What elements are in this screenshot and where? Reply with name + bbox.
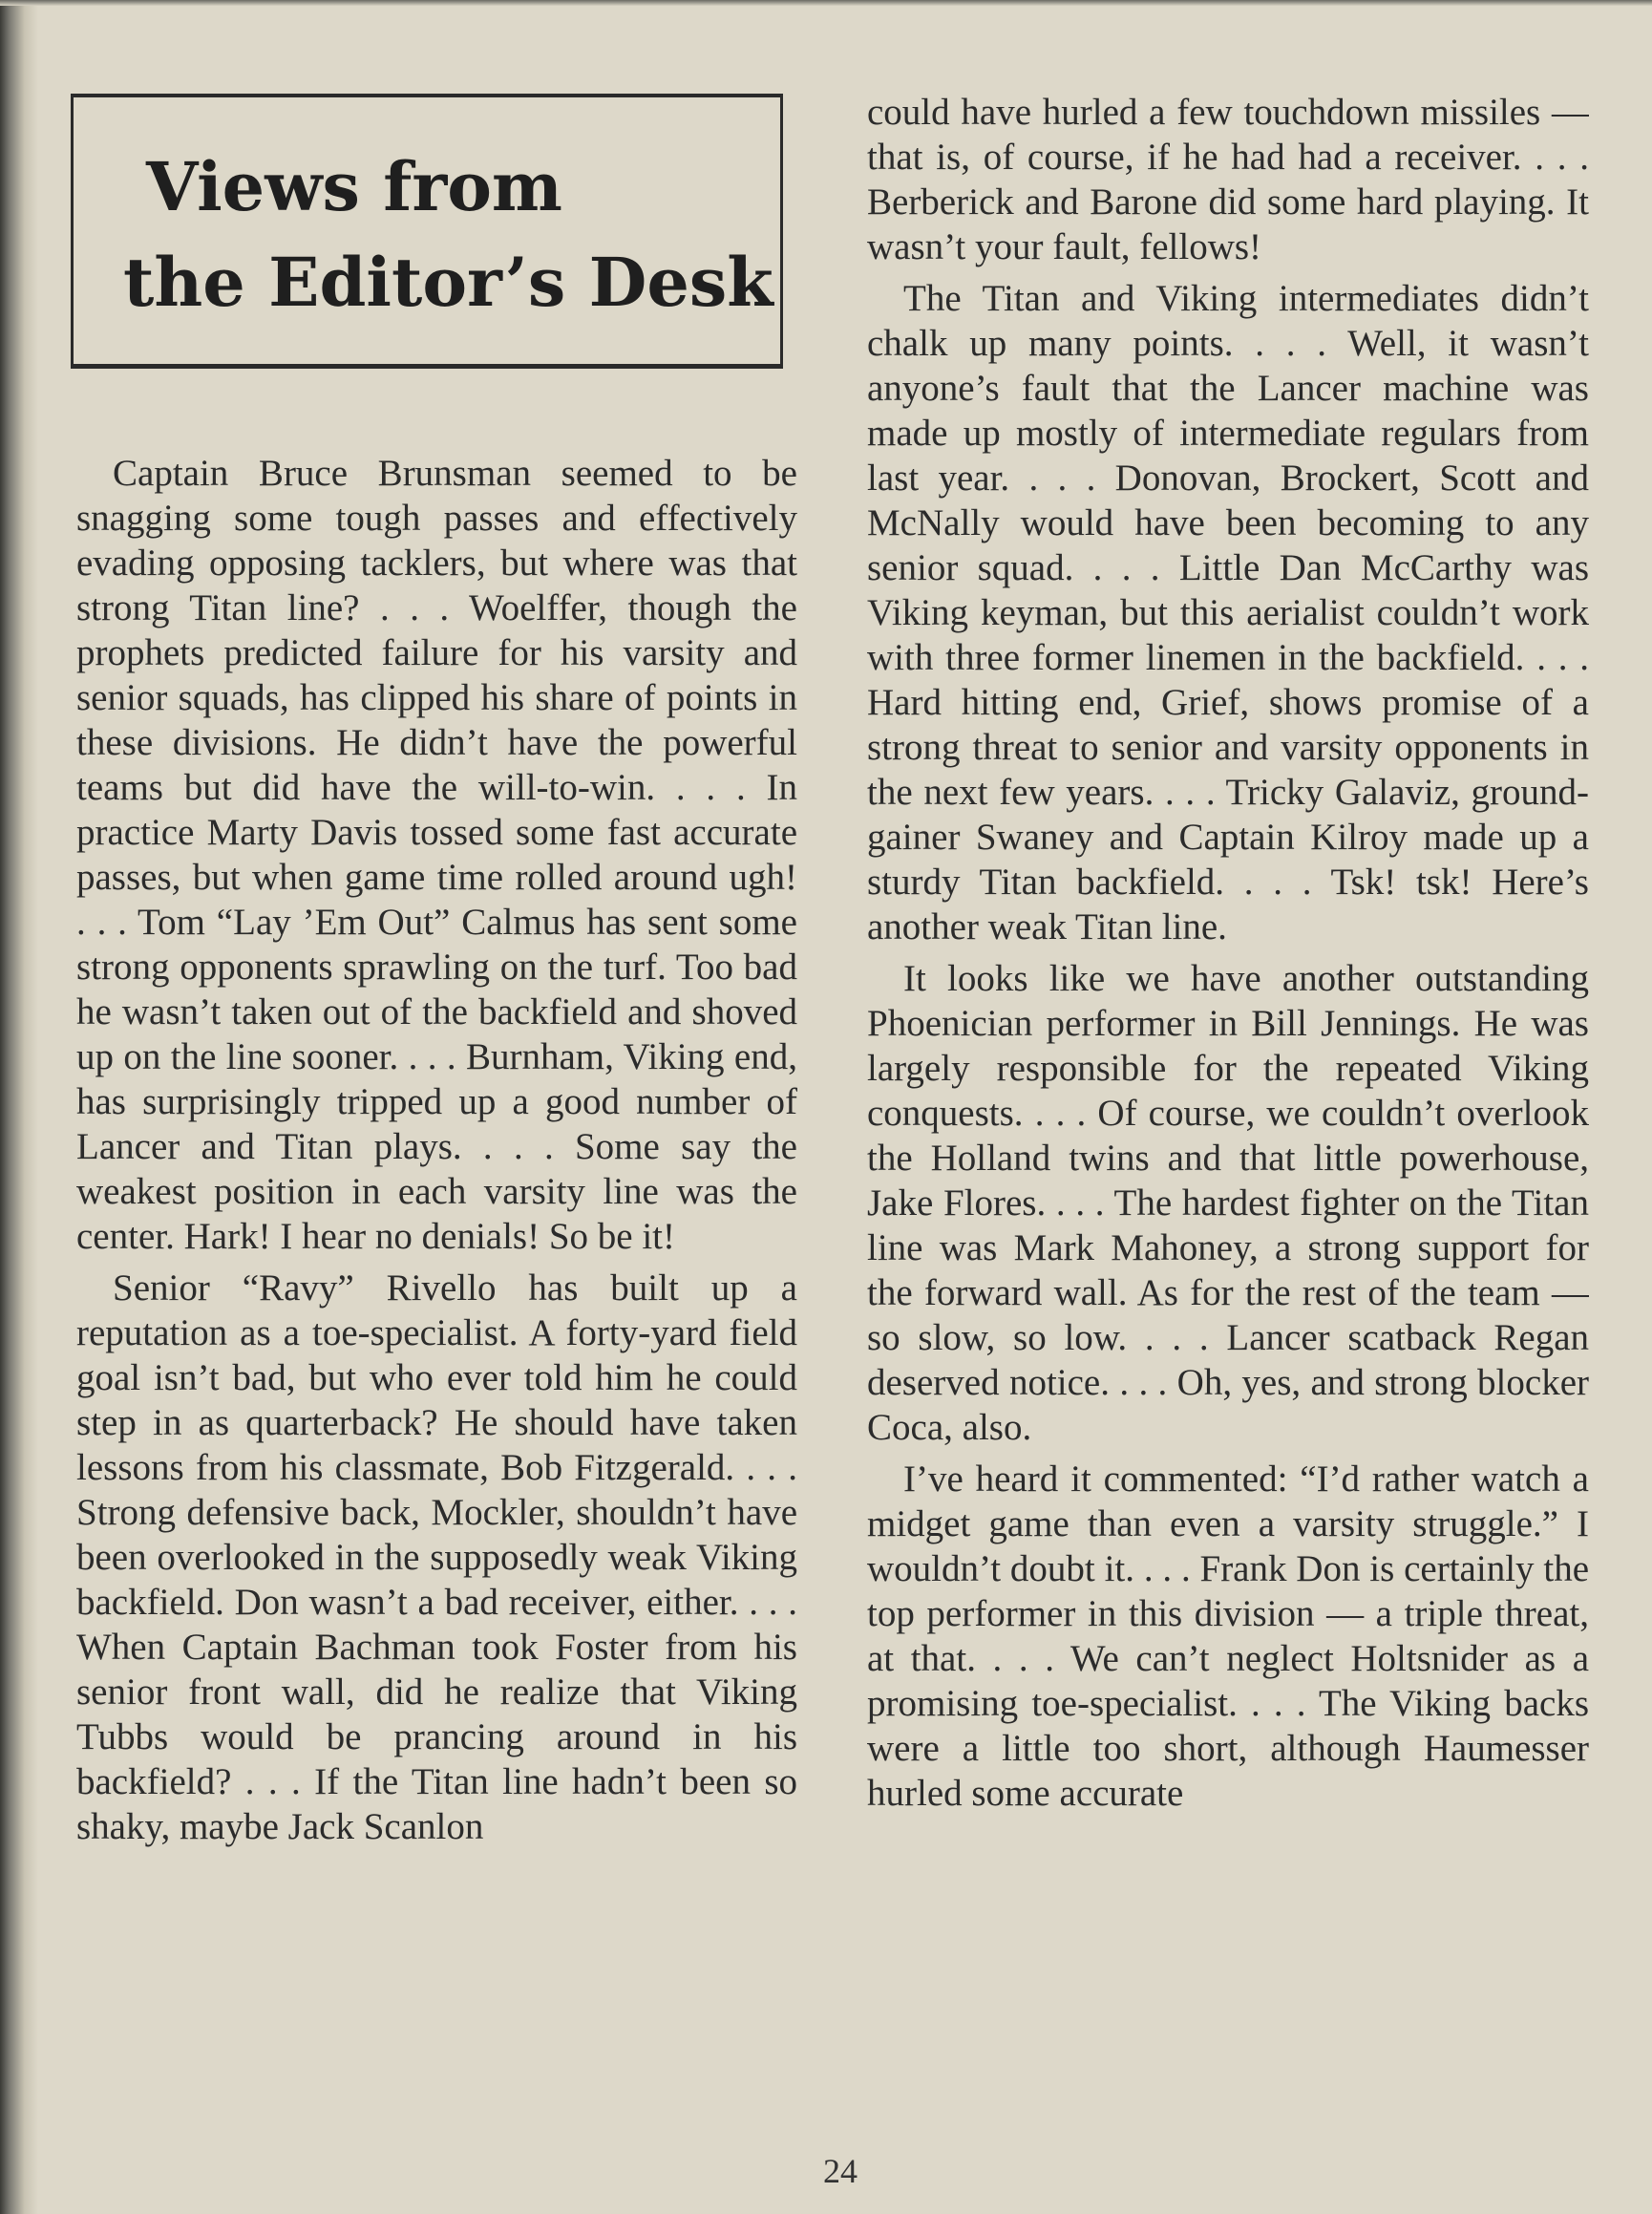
right-column — [867, 90, 1589, 2134]
title-line-1: Views from — [146, 147, 562, 226]
paragraph: Captain Bruce Brunsman seemed to be snagging some tough passes and effectively evading opposing tacklers, but where was that strong Titan line? . . . Woelffer, though the prophets predicted failure for his varsity and senior squads, has clipped his share of points in these divisions. He didn’t have the powerful teams but did have the will-to-win. . . . In practice Marty Davis tossed some fast accurate passes, but when game time rolled around ugh! . . . Tom “Lay ’Em Out” Calmus has sent some strong opponents sprawling on the turf. Too bad he wasn’t taken out of the backfield and shoved up on the line sooner. . . . Burnham, Viking end, has surprisingly tripped up a good number of Lancer and Titan plays. . . . Some say the weakest position in each varsity line was the center. Hark! I hear no denials! So be it! — [76, 453, 797, 1257]
paragraph: I’ve heard it commented: “I’d rather watch a midget game than even a varsity struggle.” I wouldn’t doubt it. . . . Frank Don is certainly the top performer in this division — a triple threat, at that. . . . We can’t neglect Holtsnider as a promising toe-specialist. . . . The Viking backs were a little too short, although Haumesser hurled some accurate — [867, 1458, 1589, 1814]
page-number: 24 — [823, 2152, 858, 2190]
page-title — [123, 139, 773, 330]
title-line-2: the Editor’s Desk — [123, 243, 773, 322]
title-box — [71, 94, 783, 369]
left-column — [76, 451, 797, 2132]
page-binding-edge — [0, 0, 1652, 6]
paragraph-continued: could have hurled a few touchdown missiles — that is, of course, if he had had a receiver. . . . Berberick and Barone did some hard playing. It wasn’t your fault, fellows! — [867, 92, 1589, 267]
paragraph: It looks like we have another outstanding Phoenician performer in Bill Jennings. He was largely responsible for the repeated Viking conquests. . . . Of course, we couldn’t overlook the Holland twins and that little powerhouse, Jake Flores. . . . The hardest fighter on the Titan line was Mark Mahoney, a strong support for the forward wall. As for the rest of the team — so slow, so low. . . . Lancer scatback Regan deserved notice. . . . Oh, yes, and strong blocker Coca, also. — [867, 958, 1589, 1448]
paragraph: Senior “Ravy” Rivello has built up a reputation as a toe-specialist. A forty-yard field goal isn’t bad, but who ever told him he could step in as quarterback? He should have taken lessons from his classmate, Bob Fitzgerald. . . . Strong defensive back, Mockler, shouldn’t have been overlooked in the supposedly weak Viking backfield. Don wasn’t a bad receiver, either. . . . When Captain Bachman took Foster from his senior front wall, did he realize that Viking Tubbs would be prancing around in his backfield? . . . If the Titan line hadn’t been so shaky, maybe Jack Scanlon — [76, 1267, 797, 1847]
paragraph: The Titan and Viking intermediates didn’t chalk up many points. . . . Well, it wasn’t anyone’s fault that the Lancer machine was made up mostly of intermediate regulars from last year. . . . Donovan, Brockert, Scott and McNally would have been becoming to any senior squad. . . . Little Dan McCarthy was Viking keyman, but this aerialist couldn’t work with three former linemen in the backfield. . . . Hard hitting end, Grief, shows promise of a strong threat to senior and varsity opponents in the next few years. . . . Tricky Galaviz, ground-gainer Swaney and Captain Kilroy made up a sturdy Titan backfield. . . . Tsk! tsk! Here’s another weak Titan line. — [867, 278, 1589, 947]
